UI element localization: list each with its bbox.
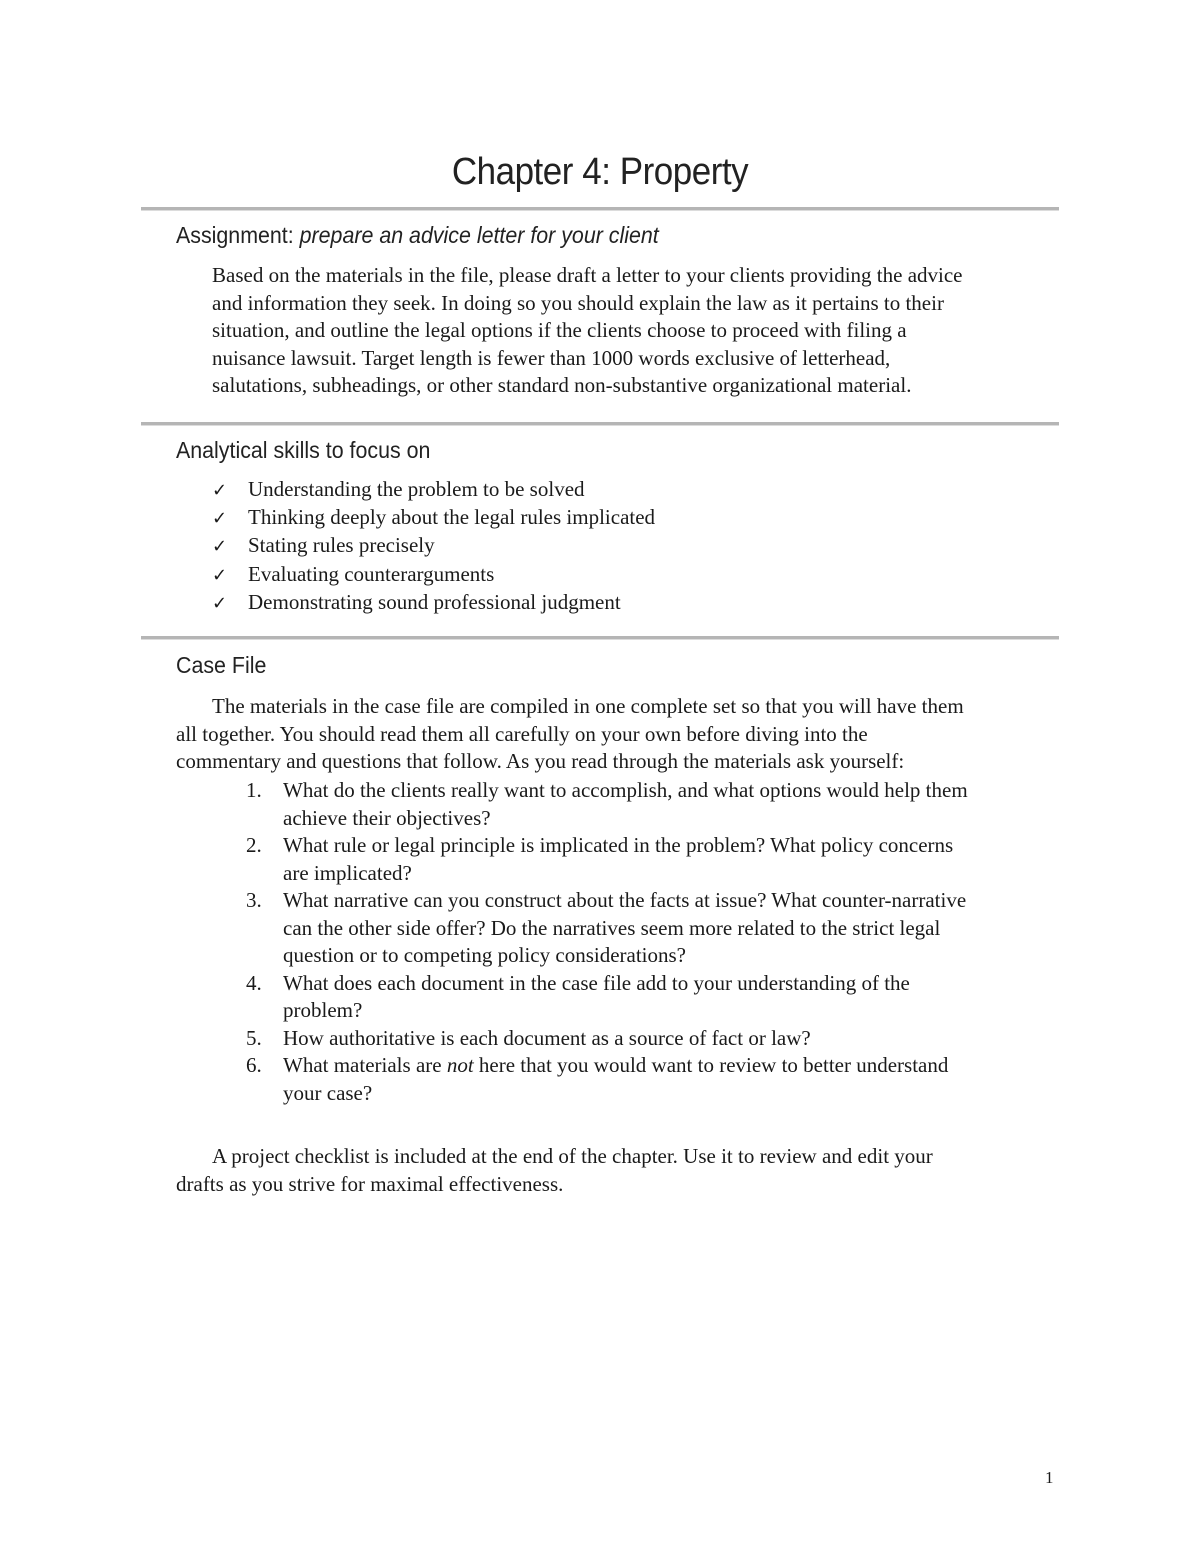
question-line: What does each document in the case file add to your understanding of the <box>283 970 910 995</box>
assignment-subtitle: prepare an advice letter for your client <box>299 222 659 248</box>
checkmark-icon: ✓ <box>212 508 228 530</box>
paragraph-line: drafts as you strive for maximal effectiveness. <box>176 1171 564 1196</box>
list-number: 5. <box>246 1025 262 1050</box>
checkmark-icon: ✓ <box>212 564 228 586</box>
paragraph-line: nuisance lawsuit. Target length is fewer than 1000 words exclusive of letterhead, <box>212 345 891 370</box>
skill-text: Understanding the problem to be solved <box>248 477 585 501</box>
question-line: can the other side offer? Do the narratives seem more related to the strict legal <box>283 915 941 940</box>
question-line: What narrative can you construct about the facts at issue? What counter-narrative <box>283 888 967 912</box>
section-divider <box>141 207 1059 211</box>
checkmark-icon: ✓ <box>212 592 228 614</box>
question-line: How authoritative is each document as a source of fact or law? <box>283 1025 811 1050</box>
list-item <box>246 777 968 832</box>
list-item <box>246 832 968 887</box>
assignment-heading <box>176 220 659 250</box>
skills-list <box>212 476 655 617</box>
list-item <box>246 1025 968 1053</box>
questions-list <box>246 777 968 1107</box>
paragraph-line: The materials in the case file are compiled in one complete set so that you will have them <box>212 694 964 718</box>
case-file-intro <box>176 693 964 776</box>
question-text: here that you would want to review to better understand <box>473 1053 949 1077</box>
closing-paragraph <box>176 1143 933 1198</box>
paragraph-line: A project checklist is included at the end of the chapter. Use it to review and edit your <box>212 1144 933 1168</box>
question-line: achieve their objectives? <box>283 805 491 830</box>
case-file-heading: Case File <box>176 652 267 678</box>
list-item <box>212 561 655 589</box>
question-line: question or to competing policy considerations? <box>283 943 686 967</box>
list-item <box>212 476 655 504</box>
question-line: What rule or legal principle is implicated in the problem? What policy concerns <box>283 833 954 857</box>
skill-text: Thinking deeply about the legal rules implicated <box>248 505 656 530</box>
list-item <box>212 589 655 617</box>
question-text: What materials are <box>283 1053 447 1077</box>
checkmark-icon: ✓ <box>212 536 228 558</box>
section-divider <box>141 422 1059 426</box>
section-divider <box>141 636 1059 640</box>
skill-text: Demonstrating sound professional judgment <box>248 589 621 614</box>
paragraph-line: salutations, subheadings, or other standard non-substantive organizational material. <box>212 373 912 397</box>
list-item <box>212 504 655 532</box>
assignment-paragraph <box>212 262 963 400</box>
question-line <box>283 1052 968 1080</box>
question-line: are implicated? <box>283 860 412 885</box>
question-line: What do the clients really want to accomplish, and what options would help them <box>283 778 968 802</box>
list-item <box>246 1052 968 1107</box>
emphasis-text: not <box>446 1053 474 1077</box>
list-number: 2. <box>246 833 262 857</box>
paragraph-line: Based on the materials in the file, please draft a letter to your clients providing the advice <box>212 263 963 287</box>
paragraph-line: commentary and questions that follow. As you read through the materials ask yourself: <box>176 749 905 773</box>
paragraph-line: situation, and outline the legal options if the clients choose to proceed with filing a <box>212 318 907 342</box>
chapter-title: Chapter 4: Property <box>451 151 749 193</box>
list-number: 3. <box>246 888 262 912</box>
question-line: problem? <box>283 998 363 1022</box>
skill-text: Stating rules precisely <box>248 533 435 558</box>
list-number: 6. <box>246 1053 262 1077</box>
list-number: 4. <box>246 970 262 995</box>
skills-heading: Analytical skills to focus on <box>176 437 431 463</box>
checkmark-icon: ✓ <box>212 480 228 501</box>
paragraph-line: all together. You should read them all carefully on your own before diving into the <box>176 721 868 746</box>
list-item <box>246 887 968 970</box>
assignment-label: Assignment: <box>176 222 294 248</box>
paragraph-line: and information they seek. In doing so you should explain the law as it pertains to their <box>212 290 944 315</box>
skill-text: Evaluating counterarguments <box>248 561 495 586</box>
question-line: your case? <box>283 1080 373 1105</box>
list-item <box>246 970 968 1025</box>
page-number: 1 <box>1045 1468 1054 1487</box>
list-item <box>212 532 655 560</box>
list-number: 1. <box>246 778 262 802</box>
